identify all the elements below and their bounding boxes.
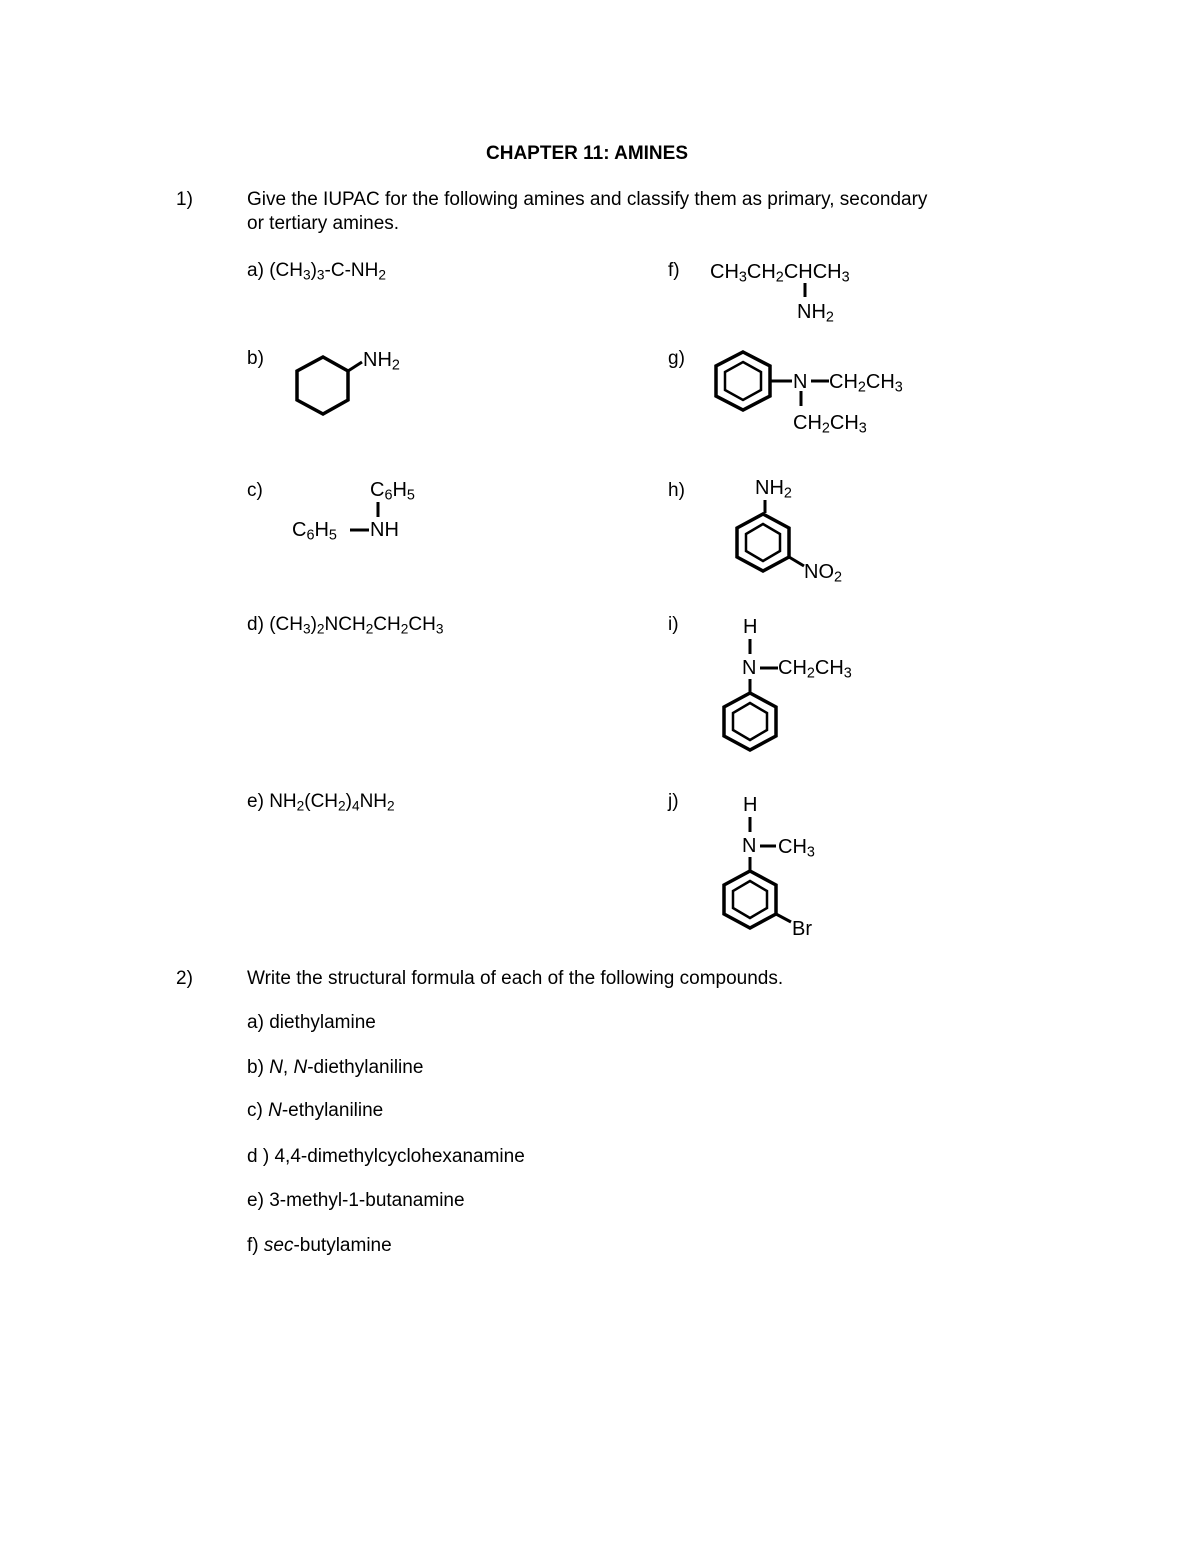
- formula-h-top: $NH_2$: [755, 477, 792, 502]
- q2-number: 2): [176, 968, 193, 989]
- atom-n-j: N: [742, 835, 757, 857]
- q1-item-b-label: b): [247, 348, 264, 369]
- formula-b-group: $NH_2$: [363, 349, 400, 374]
- formula-g-right: $CH_2CH_3$: [829, 371, 903, 396]
- atom-h-i: H: [743, 616, 758, 638]
- q1-item-i-label: i): [668, 614, 679, 635]
- page-title: CHAPTER 11: AMINES: [486, 143, 688, 164]
- bonds-j: [0, 0, 1, 1]
- q2-item-f: f) sec-butylamine: [247, 1235, 392, 1256]
- formula-a: $(CH_3)_3-C-NH_2$: [269, 260, 386, 283]
- q1-item-c-label: c): [247, 480, 263, 501]
- q1-item-g-label: g): [668, 348, 685, 369]
- formula-f-chain: $CH_3CH_2CHCH_3$: [710, 261, 850, 286]
- formula-c-left: $C_6H_5$: [292, 519, 337, 544]
- formula-c-top: $C_6H_5$: [370, 479, 415, 504]
- formula-g-below: $CH_2CH_3$: [793, 412, 867, 437]
- formula-d: $(CH_3)_2NCH_2CH_2CH_3$: [269, 614, 444, 637]
- q1-instruction-line2: or tertiary amines.: [247, 213, 400, 234]
- item-label: e): [247, 791, 264, 812]
- atom-h-j: H: [743, 794, 758, 816]
- q2-item-d: d ) 4,4-dimethylcyclohexanamine: [247, 1146, 525, 1167]
- q1-item-a: [247, 260, 386, 283]
- q1-item-d: [247, 614, 444, 637]
- atom-n-i: N: [742, 657, 757, 679]
- q2-item-e: e) 3-methyl-1-butanamine: [247, 1190, 465, 1211]
- q2-item-b: b) N, N-diethylaniline: [247, 1057, 424, 1078]
- q1-instruction-line1: Give the IUPAC for the following amines and classify them as primary, secondary: [247, 189, 928, 210]
- q1-item-j-label: j): [668, 791, 679, 812]
- q2-item-c: c) N-ethylaniline: [247, 1100, 384, 1121]
- formula-i-right: $CH_2CH_3$: [778, 657, 852, 682]
- q1-item-f-label: f): [668, 260, 680, 281]
- formula-h-sub: $NO_2$: [804, 561, 843, 586]
- formula-j-right: $CH_3$: [778, 836, 815, 861]
- q1-item-e: [247, 791, 395, 814]
- formula-c-right: NH: [370, 519, 399, 541]
- q1-number: 1): [176, 189, 193, 210]
- q2-item-a: a) diethylamine: [247, 1012, 376, 1033]
- formula-f-group: $NH_2$: [797, 301, 834, 326]
- item-label: a): [247, 260, 264, 281]
- q2-instruction: Write the structural formula of each of the following compounds.: [247, 968, 784, 989]
- formula-e: $NH_2(CH_2)_4NH_2$: [269, 791, 395, 814]
- item-label: d): [247, 614, 264, 635]
- formula-j-sub: Br: [792, 918, 812, 940]
- q1-item-h-label: h): [668, 480, 685, 501]
- atom-n-g: N: [793, 371, 808, 393]
